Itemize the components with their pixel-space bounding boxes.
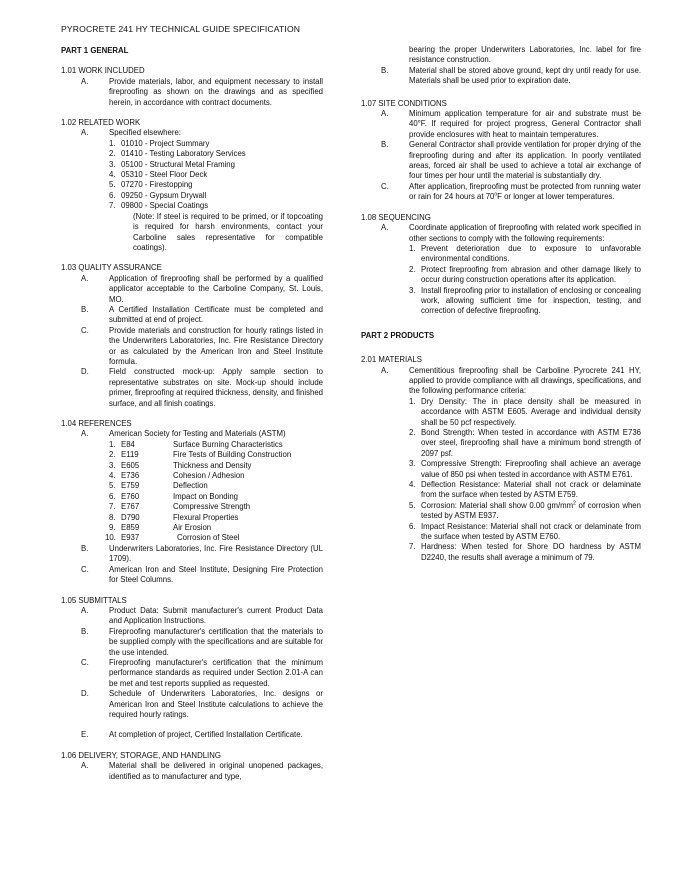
clause	[361, 66, 641, 87]
criteria-item	[409, 459, 641, 480]
list-number: 2.	[109, 450, 116, 460]
criteria-item	[409, 397, 641, 428]
clause	[61, 689, 323, 720]
clause-text: American Iron and Steel Institute, Designing Fire Protection for Steel Columns.	[109, 564, 323, 585]
list-number: 1.	[409, 243, 416, 253]
list-number: 5.	[109, 481, 116, 491]
clause	[61, 305, 323, 326]
clause-continuation: bearing the proper Underwriters Laboratories, Inc. label for fire resistance construction.	[409, 45, 641, 65]
astm-code: E767	[121, 502, 140, 512]
clause-text: Material shall be stored above ground, kept dry until ready for use. Materials shall be used prior to expiration date.	[409, 65, 641, 86]
list-item	[109, 201, 323, 253]
astm-code: D790	[121, 512, 140, 522]
list-text: 07270 - Firestopping	[121, 180, 193, 190]
clause-text: Cementitious fireproofing shall be Carboline Pyrocrete 241 HY, applied to provide compliance with all drawings, specifications, and the following performance criteria:	[409, 365, 641, 396]
list-number: 1.	[409, 396, 416, 406]
astm-item	[109, 523, 323, 533]
clause-text: Fireproofing manufacturer's certification that the minimum performance standards as required under Section 2.01-A can be met and test reports supplied as requested.	[109, 657, 323, 688]
clause-label: A.	[81, 76, 89, 86]
clause-text: Material shall be delivered in original unopened packages, identified as to manufacturer and type,	[109, 761, 323, 781]
list-number: 1.	[109, 439, 116, 449]
astm-desc: Air Erosion	[173, 523, 212, 533]
section-1-01	[61, 66, 323, 108]
list-number: 4.	[409, 480, 416, 490]
clause-label: C.	[81, 564, 89, 574]
clause-label: A.	[81, 605, 89, 615]
part-1-heading: PART 1 GENERAL	[61, 46, 129, 55]
clause	[61, 761, 323, 782]
list-item	[409, 286, 641, 317]
clause	[61, 627, 323, 658]
clause	[361, 182, 641, 203]
astm-item	[109, 513, 323, 523]
section-1-04	[61, 419, 323, 586]
clause-text: Provide materials and construction for hourly ratings listed in the Underwriters Laboratories, Inc. Fire Resistance Directory or as calculated by the American Iron and Steel Institute formula.	[109, 325, 323, 366]
criteria-item	[409, 428, 641, 459]
astm-desc: Compressive Strength	[173, 502, 251, 512]
astm-desc: Corrosion of Steel	[177, 533, 240, 543]
section-2-01	[361, 355, 641, 563]
squared-superscript: 2	[573, 500, 576, 507]
list-item	[409, 265, 641, 286]
list-text: Dry Density: The in place density shall be measured in accordance with ASTM E605. Average and individual density shall be 50 pcf respectively.	[421, 396, 641, 427]
clause-text: Coordinate application of fireproofing with related work specified in other sections to comply with the following requirements:	[409, 223, 641, 243]
section-1-02	[61, 118, 323, 253]
list-item	[109, 160, 323, 170]
clause-label: A.	[381, 109, 389, 119]
list-item	[109, 180, 323, 190]
criteria-item	[409, 522, 641, 543]
clause-text: A Certified Installation Certificate must be completed and submitted at end of project.	[109, 304, 323, 325]
astm-desc: Deflection	[173, 481, 208, 491]
astm-code: E736	[121, 471, 140, 481]
clause-text: American Society for Testing and Materials (ASTM)	[109, 429, 286, 439]
section-heading: 2.01 MATERIALS	[361, 355, 422, 365]
list-text: Deflection Resistance: Material shall not crack or delaminate from the surface when tested by ASTM E759.	[421, 480, 641, 500]
list-text: 05100 - Structural Metal Framing	[121, 159, 235, 169]
clause-label: A.	[381, 223, 389, 233]
clause-label: A.	[81, 273, 89, 283]
list-text: Impact Resistance: Material shall not crack or delaminate from the surface when tested by ASTM E760.	[421, 521, 641, 542]
astm-item	[109, 481, 323, 491]
section-heading: 1.05 SUBMITTALS	[61, 595, 127, 605]
list-number: 10.	[105, 533, 116, 543]
section-heading: 1.02 RELATED WORK	[61, 118, 141, 128]
list-item	[409, 244, 641, 265]
coating-note: (Note: If steel is required to be primed, or if topcoating is required for harsh environments, contact your Carboline sales representative for compatible coatings).	[133, 211, 323, 252]
list-text: Hardness: When tested for Shore DO hardness by ASTM D2240, the results shall average a minimum of 79.	[421, 542, 641, 562]
clause-text: General Contractor shall provide ventilation for proper drying of the fireproofing during and after its application. In poorly ventilated areas, forced air shall be used to achieve a total air exchange of four times per hour until the material is substantially dry.	[409, 140, 641, 181]
list-number: 6.	[109, 190, 116, 200]
clause	[361, 223, 641, 317]
degree-superscript: o	[494, 191, 498, 198]
astm-item	[109, 440, 323, 450]
list-number: 4.	[109, 471, 116, 481]
clause-text-part: After application, fireproofing must be protected from running water or rain for 24 hours at 70	[409, 181, 641, 202]
section-1-05	[61, 596, 323, 741]
right-column	[361, 45, 641, 573]
astm-code: E605	[121, 460, 140, 470]
clause	[61, 565, 323, 586]
list-text: 01010 - Project Summary	[121, 138, 210, 148]
list-text: Bond Strength: When tested in accordance with ASTM E736 over steel, fireproofing shall have a minimum bond strength of 2097 psf.	[421, 428, 641, 458]
left-column	[61, 38, 323, 792]
astm-desc: Cohesion / Adhesion	[173, 471, 245, 481]
clause-text-part: F or longer at lower temperatures.	[497, 192, 615, 202]
clause-label: A.	[81, 761, 89, 771]
criteria-item	[409, 480, 641, 501]
list-text: 09250 - Gypsum Drywall	[121, 190, 207, 200]
clause-label: B.	[81, 304, 89, 314]
clause-label: A.	[381, 365, 389, 375]
astm-desc: Fire Tests of Building Construction	[173, 450, 292, 460]
section-1-06	[61, 751, 323, 782]
clause-label: A.	[81, 429, 89, 439]
astm-item	[109, 461, 323, 471]
astm-code: E759	[121, 481, 140, 491]
astm-code: E119	[121, 450, 139, 460]
clause	[61, 326, 323, 368]
astm-code: E84	[121, 439, 135, 449]
astm-desc: Impact on Bonding	[173, 491, 239, 501]
list-number: 3.	[109, 460, 116, 470]
section-heading: 1.03 QUALITY ASSURANCE	[61, 263, 162, 273]
clause	[61, 606, 323, 627]
clause-label: B.	[381, 140, 389, 150]
list-number: 6.	[409, 521, 416, 531]
clause	[61, 544, 323, 565]
list-item	[109, 149, 323, 159]
list-number: 5.	[409, 500, 416, 510]
clause	[361, 366, 641, 564]
list-text: Protect fireproofing from abrasion and other damage likely to occur during construction operations after its application.	[421, 264, 641, 285]
clause-label: D.	[81, 367, 89, 377]
list-number: 3.	[409, 285, 416, 295]
clause-text: Schedule of Underwriters Laboratories, Inc. designs or American Iron and Steel Institute calculations to achieve the required hourly ratings.	[109, 689, 323, 719]
clause-label: B.	[81, 626, 89, 636]
clause-label: D.	[81, 689, 89, 699]
section-1-07	[361, 99, 641, 203]
list-text: 09800 - Special Coatings	[121, 201, 209, 211]
clause-label: C.	[81, 657, 89, 667]
list-number: 9.	[109, 523, 116, 533]
list-number: 8.	[109, 512, 116, 522]
clause-text: Application of fireproofing shall be performed by a qualified applicator acceptable to the Carboline Company, St. Louis, MO.	[109, 273, 323, 304]
clause-text: At completion of project, Certified Installation Certificate.	[109, 730, 303, 740]
astm-item	[109, 471, 323, 481]
clause-text: Fireproofing manufacturer's certification that the materials to be supplied comply with the specifications and are suitable for the use intended.	[109, 626, 323, 657]
section-heading: 1.01 WORK INCLUDED	[61, 66, 145, 76]
list-number: 3.	[109, 159, 116, 169]
list-number: 7.	[109, 502, 116, 512]
clause	[61, 367, 323, 409]
clause	[61, 658, 323, 689]
part-2-heading: PART 2 PRODUCTS	[361, 330, 435, 340]
list-number: 5.	[109, 180, 116, 190]
section-1-08	[361, 213, 641, 317]
clause	[61, 730, 323, 740]
list-item	[109, 191, 323, 201]
section-heading: 1.07 SITE CONDITIONS	[361, 98, 447, 108]
list-text: 05310 - Steel Floor Deck	[121, 170, 208, 180]
clause-text: Underwriters Laboratories, Inc. Fire Resistance Directory (UL 1709).	[109, 543, 323, 564]
clause-label: C.	[81, 325, 89, 335]
clause	[61, 128, 323, 253]
clause-text: Field constructed mock-up: Apply sample section to representative substrates on site. Mock-up should include primer, fireproofing at required thickness, density, and finished surface, and all finish coatings.	[109, 367, 323, 408]
astm-item	[109, 492, 323, 502]
list-item	[109, 170, 323, 180]
clause	[61, 274, 323, 305]
list-number: 4.	[109, 170, 116, 180]
astm-code: E937	[121, 533, 140, 543]
list-text: Install fireproofing prior to installation of enclosing or concealing work, allowing sufficient time for inspection, testing, and correction of defective fireproofing.	[421, 285, 641, 316]
astm-desc: Surface Burning Characteristics	[173, 439, 283, 449]
list-number: 7.	[409, 542, 416, 552]
clause	[61, 429, 323, 543]
clause-text	[409, 182, 641, 203]
astm-item	[105, 533, 323, 543]
clause	[61, 77, 323, 108]
astm-code: E760	[121, 491, 140, 501]
clause-label: B.	[81, 543, 89, 553]
list-text-part: of corrosion when tested by ASTM E937.	[421, 500, 641, 521]
list-number: 2.	[409, 428, 416, 437]
astm-desc: Flexural Properties	[173, 512, 239, 522]
list-number: 3.	[409, 459, 416, 469]
list-text: 01410 - Testing Laboratory Services	[121, 149, 246, 159]
criteria-item	[409, 501, 641, 522]
list-item	[109, 139, 323, 149]
clause-label: B.	[381, 65, 389, 75]
list-text	[421, 501, 641, 522]
criteria-item	[409, 542, 641, 563]
document-title: PYROCRETE 241 HY TECHNICAL GUIDE SPECIFICATION	[61, 24, 301, 34]
clause	[361, 140, 641, 182]
section-heading: 1.08 SEQUENCING	[361, 212, 431, 222]
clause-label: C.	[381, 181, 389, 191]
list-number: 2.	[409, 264, 416, 274]
clause-text: Provide materials, labor, and equipment necessary to install fireproofing as shown on the drawings and as specified herein, in accordance with contract documents.	[109, 76, 323, 107]
list-number: 2.	[109, 149, 116, 159]
astm-item	[109, 502, 323, 512]
list-number: 6.	[109, 491, 116, 501]
astm-item	[109, 450, 323, 460]
section-heading: 1.04 REFERENCES	[61, 419, 132, 428]
clause-text: Specified elsewhere:	[109, 128, 181, 138]
clause	[361, 109, 641, 140]
list-text: Compressive Strength: Fireproofing shall achieve an average value of 850 psi when tested in accordance with ASTM E761.	[421, 459, 641, 479]
list-number: 7.	[109, 201, 116, 211]
list-number: 1.	[109, 138, 116, 148]
astm-code: E859	[121, 523, 140, 533]
section-1-06-continued	[361, 45, 641, 87]
clause-label: E.	[81, 730, 89, 740]
list-text-part: Corrosion: Material shall show 0.00 gm/mm	[421, 500, 574, 510]
list-text: Prevent deterioration due to exposure to unfavorable environmental conditions.	[421, 243, 641, 264]
section-heading: 1.06 DELIVERY, STORAGE, AND HANDLING	[61, 750, 221, 760]
clause-text: Product Data: Submit manufacturer's current Product Data and Application Instructions.	[109, 605, 323, 626]
section-1-03	[61, 263, 323, 409]
astm-desc: Thickness and Density	[173, 460, 252, 470]
clause-text: Minimum application temperature for air and substrate must be 40°F. If required for project progress, General Contractor shall provide enclosures with heat to maintain temperatures.	[409, 109, 641, 139]
clause-label: A.	[81, 128, 89, 138]
